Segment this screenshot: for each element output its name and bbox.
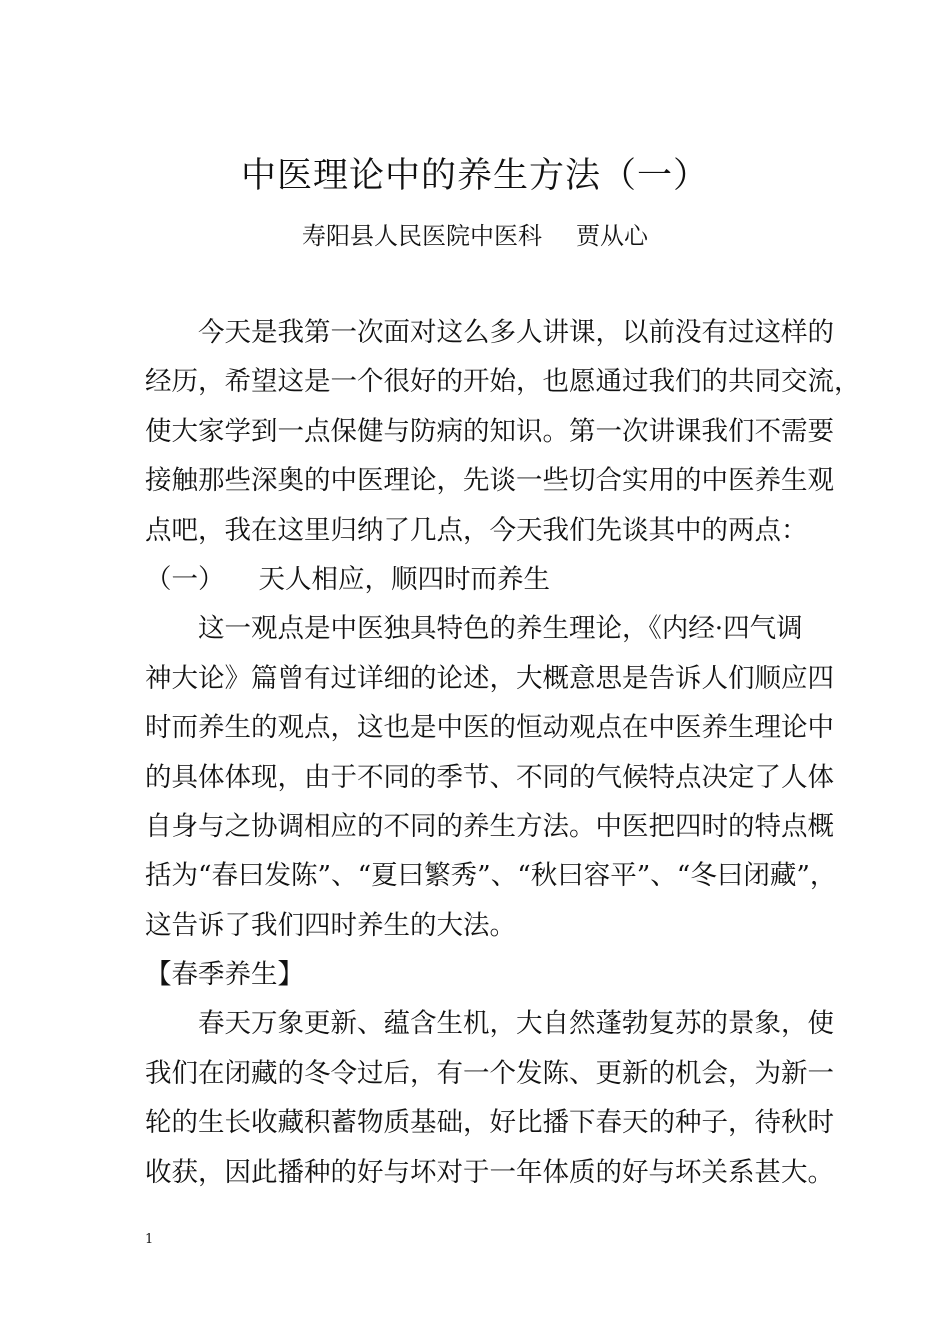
text-line: 我们在闭藏的冬令过后，有一个发陈、更新的机会，为新一 [145, 1057, 834, 1089]
paragraph-intro [145, 308, 861, 555]
author-line [0, 218, 950, 254]
text-line: 使大家学到一点保健与防病的知识。第一次讲课我们不需要 [145, 415, 834, 447]
page-number: 1 [145, 1232, 154, 1247]
author-name: 贾从心 [576, 222, 648, 250]
text-line: 点吧，我在这里归纳了几点，今天我们先谈其中的两点： [145, 514, 808, 546]
text-line: 经历，希望这是一个很好的开始，也愿通过我们的共同交流， [145, 366, 861, 398]
text-line: 收获，因此播种的好与坏对于一年体质的好与坏关系甚大。 [145, 1156, 834, 1188]
document-body [145, 308, 861, 1197]
paragraph-four-seasons [145, 604, 837, 950]
text-line: 接触那些深奥的中医理论，先谈一些切合实用的中医养生观 [145, 465, 834, 497]
text-line: 这告诉了我们四时养生的大法。 [145, 909, 516, 941]
text-line: 括为“春曰发陈”、“夏曰繁秀”、“秋曰容平”、“冬曰闭藏”， [145, 860, 837, 892]
text-line: 今天是我第一次面对这么多人讲课，以前没有过这样的 [198, 317, 834, 348]
text-line: 春天万象更新、蕴含生机，大自然蓬勃复苏的景象，使 [198, 1008, 834, 1040]
text-line: 的具体体现，由于不同的季节、不同的气候特点决定了人体 [145, 761, 834, 793]
spring-heading: 【春季养生】 [145, 959, 304, 991]
section-number: （一） [145, 563, 225, 595]
section-heading [145, 555, 813, 604]
section-title: 天人相应，顺四时而养生 [258, 563, 550, 595]
text-line: 神大论》篇曾有过详细的论述，大概意思是告诉人们顺应四 [145, 662, 834, 694]
text-line: 轮的生长收藏积蓄物质基础，好比播下春天的种子，待秋时 [145, 1107, 834, 1139]
author-affiliation: 寿阳县人民医院中医科 [302, 222, 542, 250]
text-line: 时而养生的观点，这也是中医的恒动观点在中医养生理论中 [145, 712, 834, 744]
text-line: 自身与之协调相应的不同的养生方法。中医把四时的特点概 [145, 810, 834, 842]
text-line: 这一观点是中医独具特色的养生理论，《内经·四气调 [198, 613, 803, 645]
paragraph-spring [145, 999, 834, 1197]
document-title: 中医理论中的养生方法（一） [240, 156, 709, 196]
